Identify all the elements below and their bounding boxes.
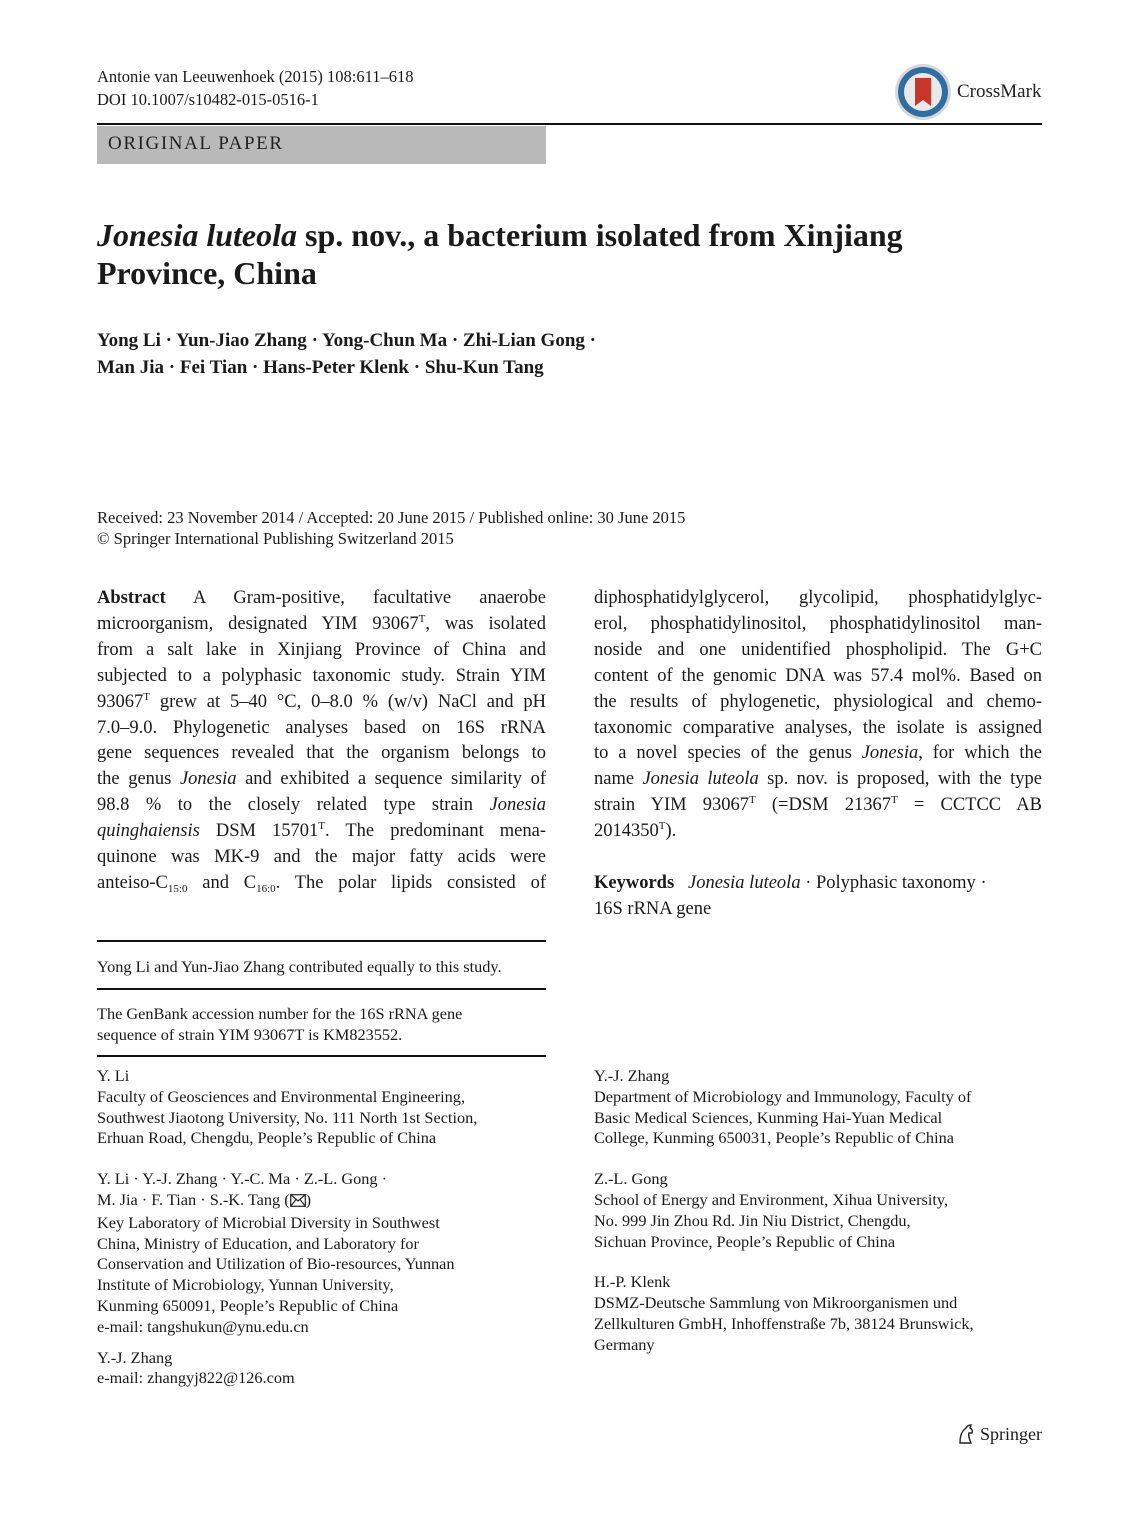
abstract-line: erol, phosphatidylinositol, phosphatidylinositol man- [594,613,1042,634]
author[interactable]: Yong-Chun Ma [321,330,448,351]
keywords: Keywords Jonesia luteola · Polyphasic taxonomy · 16S rRNA gene [594,873,987,919]
footnote-rule [97,940,546,942]
envelope-icon[interactable] [290,1192,306,1213]
author-list [97,327,1042,381]
abstract-line: content of the genomic DNA was 57.4 mol%. Based on [594,665,1042,686]
affiliation-names: H.-P. Klenk [594,1272,671,1292]
genbank-note: The GenBank accession number for the 16S rRNA gene sequence of strain YIM 93067T is KM823552. [97,1004,463,1044]
affiliation-block: Y. Li Faculty of Geosciences and Environmental Engineering, Southwest Jiaotong University, No. 111 North 1st Section, Erhuan Road, Chengdu, People’s Republic of China [97,1066,557,1149]
publisher-name: Springer [980,1423,1042,1444]
author[interactable]: Yun-Jiao Zhang [176,330,307,351]
copyright: © Springer International Publishing Switzerland 2015 [97,529,454,548]
affiliation-names: Y.-J. Zhang [594,1066,670,1085]
title-species: Jonesia luteola [97,217,298,253]
affiliation-block: H.-P. Klenk DSMZ-Deutsche Sammlung von Mikroorganismen und Zellkulturen GmbH, Inhoffenstraße 7b, 38124 Brunswick, Germany [594,1272,1042,1355]
crossmark-icon [893,62,953,122]
history-line: Received: 23 November 2014 / Accepted: 20 June 2015 / Published online: 30 June 2015 [97,508,686,527]
accepted-date: Accepted: 20 June 2015 [306,508,466,527]
abstract-line: strain YIM $93067^T$ (=DSM $21367^T$ = CCTCC AB [594,794,1042,816]
abstract-line: Abstract A Gram-positive, facultative anaerobe [97,588,546,608]
affiliation-names: M. Jia · F. Tian · S.-K. Tang ( ) [97,1190,557,1213]
abstract-line: the results of phylogenetic, physiological and chemo- [594,691,1042,712]
crossmark-badge[interactable] [893,62,1041,122]
abstract-line: taxonomic comparative analyses, the isolate is assigned [594,717,1042,738]
author[interactable]: Shu-Kun Tang [424,357,544,378]
abstract-line: noside and one unidentified phospholipid. The G+C [594,639,1042,660]
paper-title [97,216,1042,292]
footnote-rule [97,988,546,990]
abstract-line: name Jonesia luteola sp. nov. is proposed, with the type [594,769,1042,790]
affiliation-block: Y.-J. Zhang Department of Microbiology and Immunology, Faculty of Basic Medical Sciences, Kunming Hai-Yuan Medical College, Kunming 650031, People’s Republic of China [594,1066,1042,1149]
affiliation-names: Y. Li · Y.-J. Zhang · Y.-C. Ma · Z.-L. Gong · [97,1169,388,1189]
affiliation-block: Z.-L. Gong School of Energy and Environment, Xihua University, No. 999 Jin Zhou Rd. Jin Niu District, Chengdu, Sichuan Province, People’s Republic of China [594,1169,1042,1252]
author[interactable]: Zhi-Lian Gong [462,330,585,351]
abstract-line: diphosphatidylglycerol, glycolipid, phosphatidylglyc- [594,588,1042,608]
abstract-line: anteiso-$C_{15:0}$ and $C_{16:0}$. The polar lipids consisted of [97,872,546,895]
author[interactable]: Man Jia [97,357,165,378]
abstract-line: $2014350^T$). [594,820,677,842]
author[interactable]: Yong Li [97,330,161,351]
affiliation-block [97,1348,557,1390]
email-link[interactable]: e-mail: zhangyj822@126.com [97,1368,295,1388]
abstract-line: quinone was MK-9 and the major fatty acids were [97,847,546,868]
header-rule [97,123,1042,125]
affiliations-right [594,1066,1042,1356]
springer-horse-icon [956,1423,976,1445]
abstract-line: 98.8 % to the closely related type strain Jonesia [97,795,546,816]
keyword[interactable]: 16S rRNA gene [594,899,712,919]
published-date: Published online: 30 June 2015 [478,508,686,527]
springer-logo [956,1423,1042,1445]
keyword[interactable]: Polyphasic taxonomy [816,873,976,893]
abstract-left [97,586,546,897]
abstract-heading: Abstract [97,588,166,608]
affiliation-block: Y. Li · Y.-J. Zhang · Y.-C. Ma · Z.-L. Gong · M. Jia · F. Tian · S.-K. Tang ( ) Key Laboratory of Microbial Diversity in Southwest China, Ministry of Education, and Laboratory for Conservation and Utilization of Bio-resources, Yunnan Institute of Microbiology, Yunnan University, Kunming 650091, People’s Republic of China e-mail: tangshukun@ynu.edu.cn [97,1169,557,1337]
abstract-line: to a novel species of the genus Jonesia, for which the [594,743,1042,764]
affiliation-names: Z.-L. Gong [594,1169,668,1189]
abstract-line: quinghaiensis DSM $15701^T$. The predominant mena- [97,820,546,842]
author-line-1: Yong Li · Yun-Jiao Zhang · Yong-Chun Ma · Zhi-Lian Gong · [97,330,596,351]
abstract-line: from a salt lake in Xinjiang Province of China and [97,639,546,660]
affiliation-names: Y. Li [97,1066,130,1085]
abstract-line: microorganism, designated YIM $93067^T$, was isolated [97,612,546,634]
affiliation-names: Y.-J. Zhang [97,1347,173,1367]
doi[interactable]: DOI 10.1007/s10482-015-0516-1 [97,90,319,109]
footnote-rule [97,1055,546,1057]
author[interactable]: Hans-Peter Klenk [263,357,409,378]
author-line-2: Man Jia · Fei Tian · Hans-Peter Klenk · Shu-Kun Tang [97,357,544,378]
received-date: Received: 23 November 2014 [97,508,295,527]
title-line2: Province, China [97,255,317,291]
keyword[interactable]: Jonesia luteola [688,873,801,893]
abstract-right [594,586,1042,845]
abstract-line: $93067^T$ grew at 5–40 °C, 0–8.0 % (w/v) NaCl and pH [97,690,546,712]
abstract-line: 7.0–9.0. Phylogenetic analyses based on 16S rRNA [97,717,546,738]
author[interactable]: Fei Tian [179,357,248,378]
title-rest: sp. nov., a bacterium isolated from Xinjiang [305,217,903,253]
crossmark-label: CrossMark [957,81,1042,102]
article-history [97,507,685,549]
abstract-line: the genus Jonesia and exhibited a sequence similarity of [97,769,546,790]
journal-citation: Antonie van Leeuwenhoek (2015) 108:611–618 [97,67,414,86]
keywords-heading: Keywords [594,873,675,893]
affiliations-left [97,1066,557,1389]
email-link[interactable]: e-mail: tangshukun@ynu.edu.cn [97,1316,309,1336]
abstract-line: gene sequences revealed that the organism belongs to [97,743,546,764]
section-label: ORIGINAL PAPER [108,133,284,154]
abstract-line: subjected to a polyphasic taxonomic study. Strain YIM [97,665,546,686]
contribution-note: Yong Li and Yun-Jiao Zhang contributed equally to this study. [97,957,502,976]
